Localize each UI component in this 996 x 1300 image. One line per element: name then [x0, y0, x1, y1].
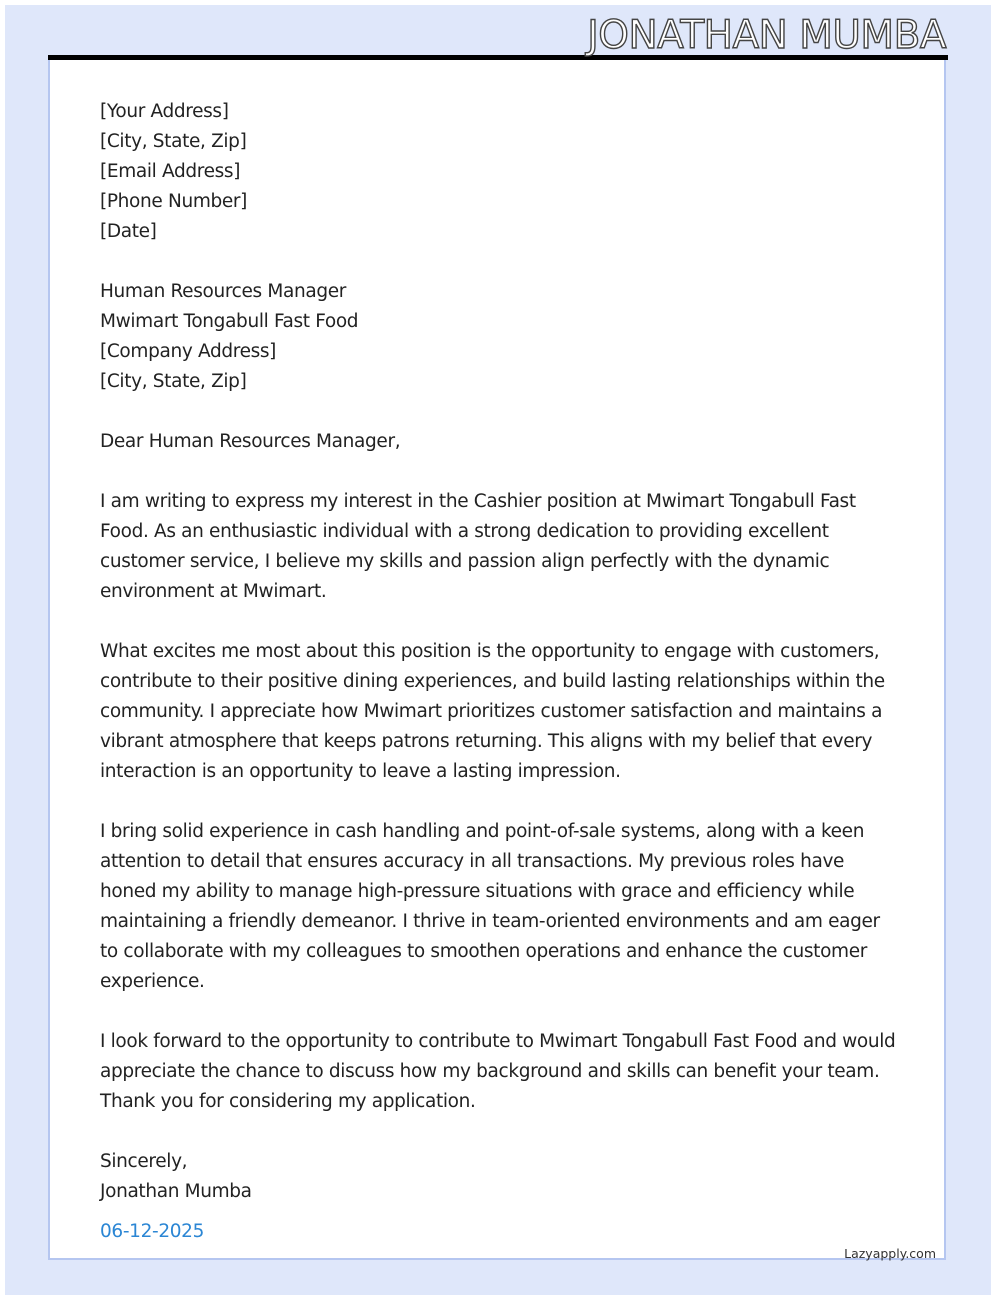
letter-body — [100, 97, 900, 1247]
sender-address: [Your Address] — [100, 101, 229, 122]
sender-date: [Date] — [100, 221, 157, 242]
recipient-address: [Company Address] — [100, 341, 277, 362]
spacer — [100, 787, 900, 817]
spacer — [100, 1117, 900, 1147]
sender-block — [100, 97, 900, 247]
body-paragraph-3: I bring solid experience in cash handling and point-of-sale systems, along with a keen attention to detail that ensures accuracy in all transactions. My previous roles have honed my ability to manage high-pressure situations with grace and efficiency while maintaining a friendly demeanor. I thrive in team-oriented environments and am eager to collaborate with my colleagues to smoothen operations and enhance the customer experience. — [100, 821, 880, 992]
body-paragraph-4: I look forward to the opportunity to contribute to Mwimart Tongabull Fast Food and would appreciate the chance to discuss how my background and skills can benefit your team. Thank you for considering my application. — [100, 1031, 896, 1112]
spacer — [100, 457, 900, 487]
recipient-company: Mwimart Tongabull Fast Food — [100, 311, 359, 332]
sender-city-state-zip: [City, State, Zip] — [100, 131, 247, 152]
spacer — [100, 997, 900, 1027]
sender-phone: [Phone Number] — [100, 191, 248, 212]
spacer — [100, 607, 900, 637]
valediction: Sincerely, — [100, 1151, 188, 1172]
closing-block — [100, 1147, 900, 1247]
recipient-city-state-zip: [City, State, Zip] — [100, 371, 247, 392]
spacer — [100, 247, 900, 277]
recipient-title: Human Resources Manager — [100, 281, 347, 302]
body-paragraph-2: What excites me most about this position is the opportunity to engage with customers, contribute to their positive dining experiences, and build lasting relationships within the community. I appreciate how Mwimart prioritizes customer satisfaction and maintains a vibrant atmosphere that keeps patrons returning. This aligns with my belief that every interaction is an opportunity to leave a lasting impression. — [100, 641, 885, 782]
recipient-block — [100, 277, 900, 397]
watermark-text: Lazyapply.com — [844, 1246, 936, 1261]
body-paragraph-1: I am writing to express my interest in the Cashier position at Mwimart Tongabull Fast Food. As an enthusiastic individual with a strong dedication to providing excellent customer service, I believe my skills and passion align perfectly with the dynamic environment at Mwimart. — [100, 491, 856, 602]
letter-date: 06-12-2025 — [100, 1221, 205, 1242]
spacer — [100, 397, 900, 427]
signature-name: Jonathan Mumba — [100, 1181, 252, 1202]
header-name: JONATHAN MUMBA — [587, 13, 946, 58]
salutation: Dear Human Resources Manager, — [100, 431, 401, 452]
sender-email: [Email Address] — [100, 161, 241, 182]
